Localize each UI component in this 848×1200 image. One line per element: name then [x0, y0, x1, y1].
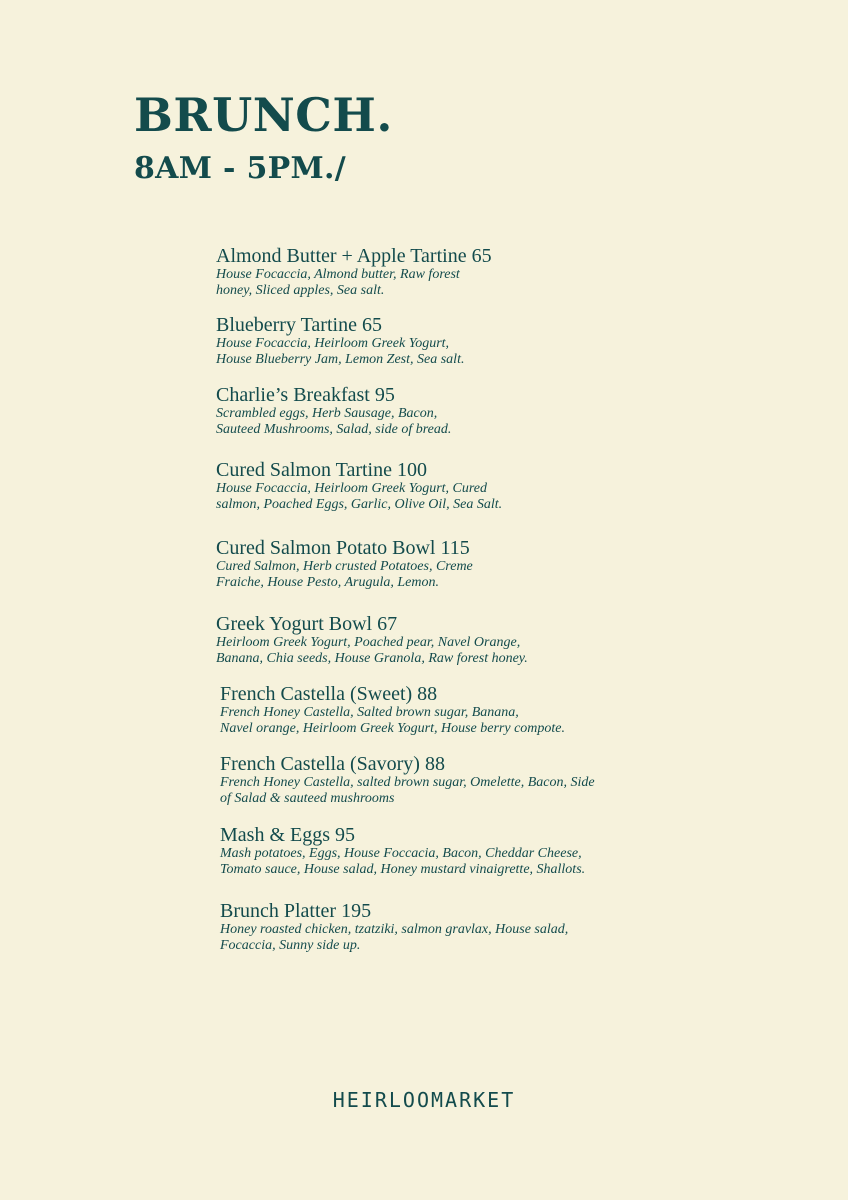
brand-logo: HEIRLOOMARKET — [332, 1088, 516, 1112]
menu-item-name: Cured Salmon Potato Bowl 115 — [216, 537, 470, 559]
menu-item — [216, 245, 656, 299]
menu-item-description: Navel orange, Heirloom Greek Yogurt, House berry compote. — [220, 721, 566, 736]
menu-item — [220, 824, 660, 878]
menu-item — [220, 683, 660, 737]
menu-item-description: Heirloom Greek Yogurt, Poached pear, Navel Orange, — [216, 635, 521, 650]
menu-item-description: honey, Sliced apples, Sea salt. — [216, 283, 385, 298]
menu-item-name: Almond Butter + Apple Tartine 65 — [216, 245, 492, 267]
menu-item-name: Greek Yogurt Bowl 67 — [216, 613, 398, 635]
menu-item — [220, 753, 660, 807]
menu-item — [216, 314, 656, 368]
menu-item-description: Scrambled eggs, Herb Sausage, Bacon, — [216, 406, 438, 421]
menu-item — [220, 900, 660, 954]
menu-item-description: Sauteed Mushrooms, Salad, side of bread. — [216, 422, 452, 437]
menu-item-description: of Salad & sauteed mushrooms — [220, 791, 395, 806]
menu-item-description: Focaccia, Sunny side up. — [220, 938, 361, 953]
menu-item-description: Honey roasted chicken, tzatziki, salmon gravlax, House salad, — [220, 922, 569, 937]
menu-item-description: Fraiche, House Pesto, Arugula, Lemon. — [216, 575, 439, 590]
menu-item-name: French Castella (Savory) 88 — [220, 753, 445, 775]
menu-item — [216, 459, 656, 513]
menu-item-description: House Blueberry Jam, Lemon Zest, Sea salt. — [216, 352, 465, 367]
menu-item-description: Cured Salmon, Herb crusted Potatoes, Creme — [216, 559, 473, 574]
menu-item-name: Mash & Eggs 95 — [220, 824, 355, 846]
menu-item-description: House Focaccia, Heirloom Greek Yogurt, Cured — [216, 481, 488, 496]
menu-item-description: salmon, Poached Eggs, Garlic, Olive Oil, Sea Salt. — [216, 497, 503, 512]
menu-item — [216, 537, 656, 591]
menu-item-description: Tomato sauce, House salad, Honey mustard vinaigrette, Shallots. — [220, 862, 586, 877]
menu-item — [216, 613, 656, 667]
menu-item — [216, 384, 656, 438]
menu-item-description: French Honey Castella, Salted brown sugar, Banana, — [220, 705, 519, 720]
menu-item-description: Banana, Chia seeds, House Granola, Raw forest honey. — [216, 651, 528, 666]
menu-item-name: Charlie’s Breakfast 95 — [216, 384, 395, 406]
menu-item-description: House Focaccia, Almond butter, Raw forest — [216, 267, 460, 282]
menu-item-name: Blueberry Tartine 65 — [216, 314, 382, 336]
menu-item-description: French Honey Castella, salted brown sugar, Omelette, Bacon, Side — [220, 775, 595, 790]
menu-item-name: Brunch Platter 195 — [220, 900, 372, 922]
menu-item-description: House Focaccia, Heirloom Greek Yogurt, — [216, 336, 450, 351]
menu-item-description: Mash potatoes, Eggs, House Foccacia, Bacon, Cheddar Cheese, — [220, 846, 582, 861]
menu-hours: 8AM - 5PM./ — [134, 151, 347, 186]
menu-title: BRUNCH. — [134, 88, 393, 142]
menu-item-name: Cured Salmon Tartine 100 — [216, 459, 427, 481]
menu-item-name: French Castella (Sweet) 88 — [220, 683, 438, 705]
